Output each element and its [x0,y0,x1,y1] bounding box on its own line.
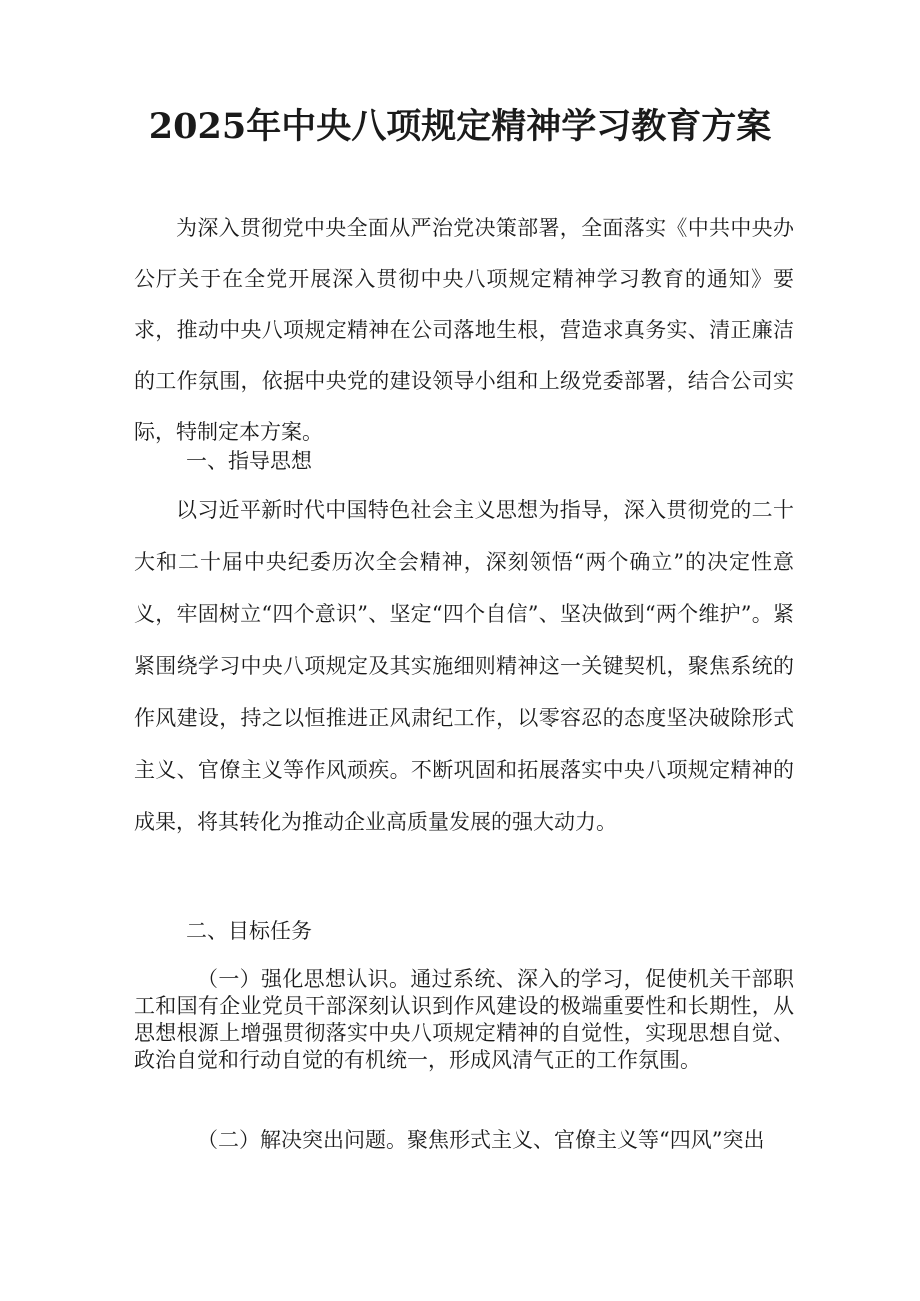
section-heading-guiding-ideology: 一、指导思想 [186,449,312,473]
document-title: 2025年中央八项规定精神学习教育方案 [148,106,772,147]
goal-item-strengthen-awareness: （一）强化思想认识。通过系统、深入的学习，促使机关干部职工和国有企业党员干部深刻认识到作风建设的极端重要性和长期性，从思想根源上增强贯彻落实中央八项规定精神的自觉性，实现思想自觉、政治自觉和行动自觉的有机统一，形成风清气正的工作氛围。 [134,967,794,1072]
intro-paragraph: 为深入贯彻党中央全面从严治党决策部署，全面落实《中共中央办公厅关于在全党开展深入贯彻中央八项规定精神学习教育的通知》要求，推动中央八项规定精神在公司落地生根，营造求真务实、清正廉洁的工作氛围，依据中央党的建设领导小组和上级党委部署，结合公司实际，特制定本方案。 [134,216,794,444]
guiding-ideology-paragraph: 以习近平新时代中国特色社会主义思想为指导，深入贯彻党的二十大和二十届中央纪委历次全会精神，深刻领悟“两个确立”的决定性意义，牢固树立“四个意识”、坚定“四个自信”、坚决做到“两个维护”。紧紧围绕学习中央八项规定及其实施细则精神这一关键契机，聚焦系统的作风建设，持之以恒推进正风肃纪工作，以零容忍的态度坚决破除形式主义、官僚主义等作风顽疾。不断巩固和拓展落实中央八项规定精神的成果，将其转化为推动企业高质量发展的强大动力。 [134,498,794,834]
section-heading-goals-tasks: 二、目标任务 [186,919,312,943]
goal-item-solve-problems: （二）解决突出问题。聚焦形式主义、官僚主义等“四风”突出 [197,1128,765,1152]
